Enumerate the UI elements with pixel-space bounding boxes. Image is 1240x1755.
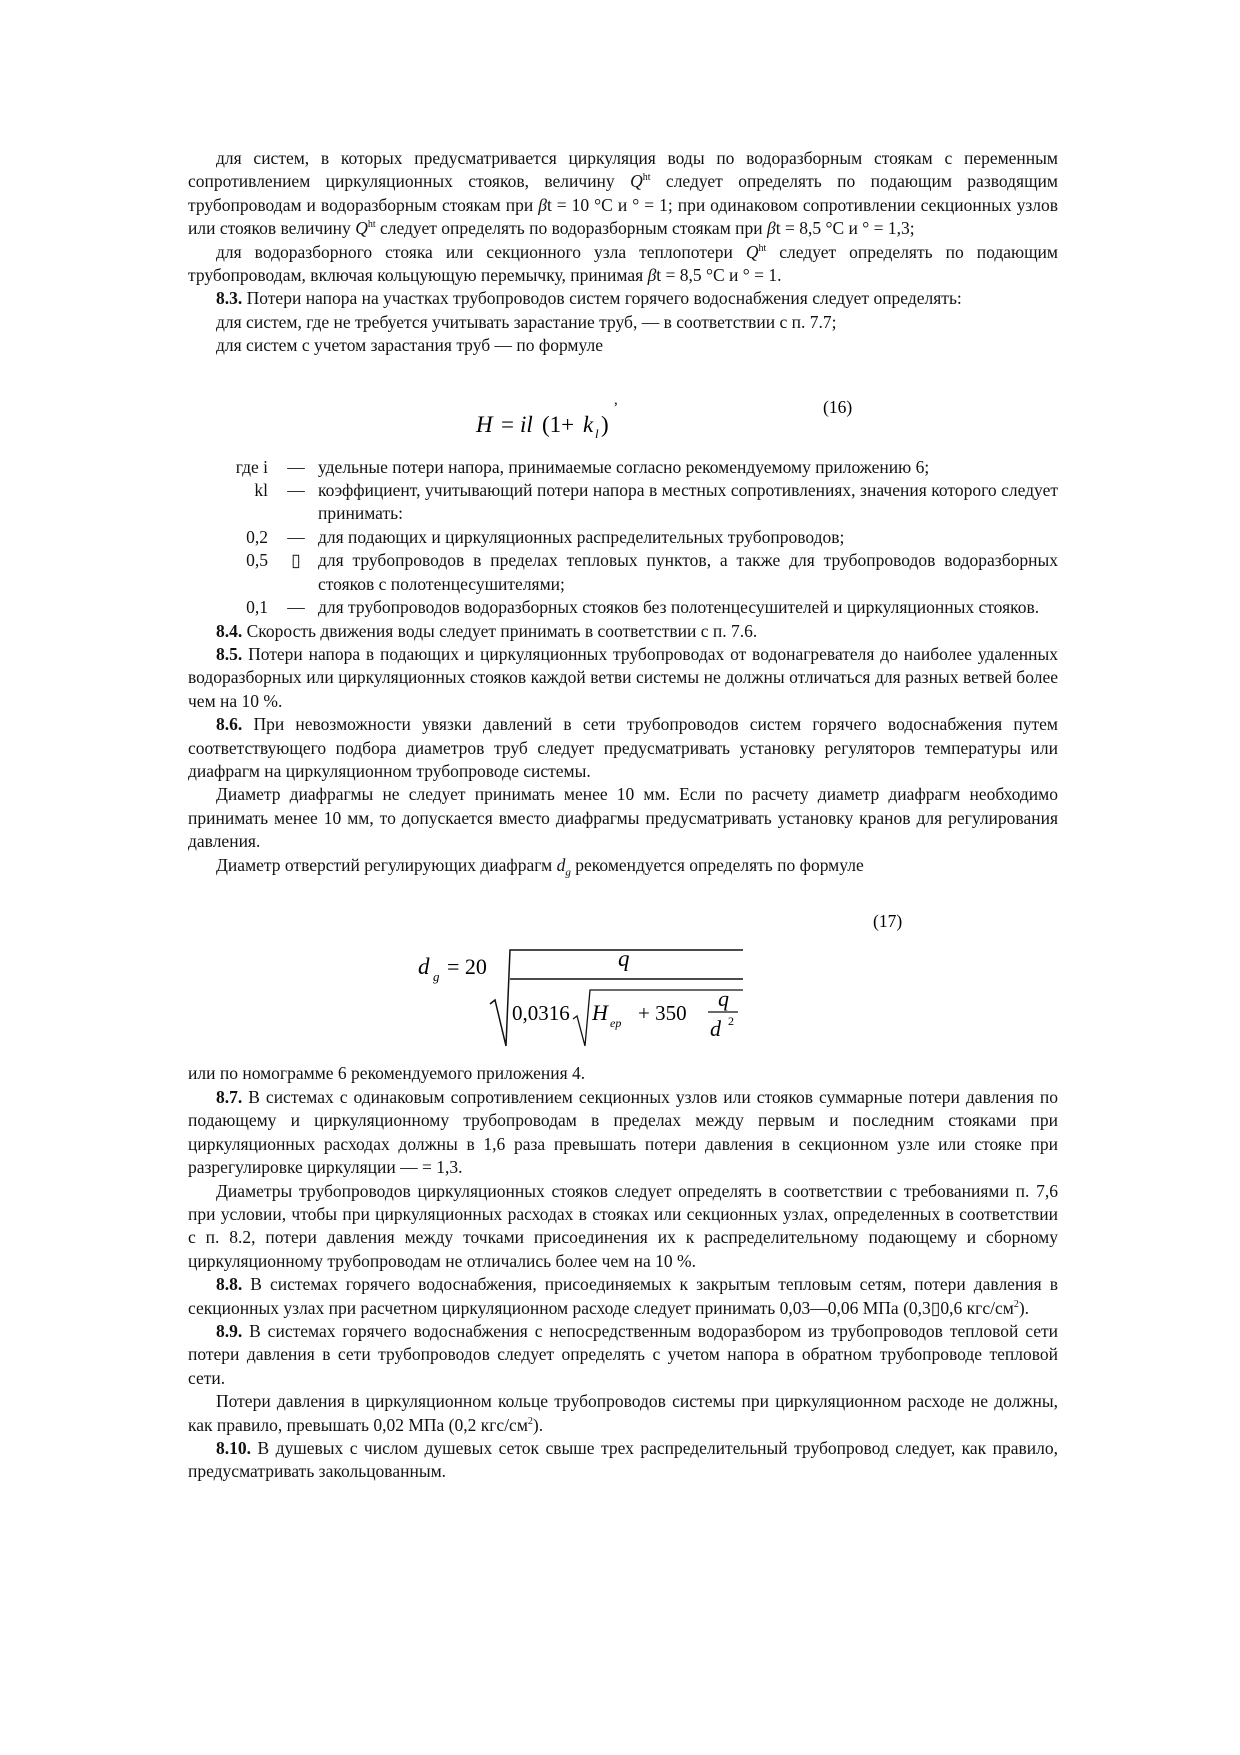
formula-17-d: d bbox=[418, 954, 430, 980]
section-8-9: 8.9. В системах горячего водоснабжения с непосредственным водоразбором из трубопроводов тепловой сети потери давления в сети трубопроводов следует определять с учетом напора в обратном трубопроводе тепловой сети. bbox=[188, 1320, 1058, 1388]
legend-row bbox=[188, 526, 1058, 549]
legend-dash: — bbox=[287, 597, 305, 618]
legend-row bbox=[188, 596, 1058, 619]
paragraph-circulation-variable: для систем, в которых предусматривается циркуляция воды по водоразборным стоякам с переменным сопротивлением циркуляционных стояков, величину $Q^{ht}$ следует определять по подающим разводящим трубопроводам и водоразборным стоякам при βt = 10 °C и ° = 1; при одинаковом сопротивлении секционных узлов или стояков величину $Q^{ht}$ следует определять по водоразборным стоякам при βt = 8,5 °C и ° = 1,3; bbox=[188, 148, 1059, 239]
paragraph-no-overgrowth: для систем, где не требуется учитывать зарастание труб, — в соответствии с п. 7.7; bbox=[216, 311, 837, 332]
formula-17-q-frac: q bbox=[718, 986, 729, 1012]
legend-dash: ▯ bbox=[291, 550, 301, 571]
legend-key: kl bbox=[254, 480, 268, 501]
formula-16-k: k bbox=[583, 411, 594, 437]
formula-16-number: (16) bbox=[823, 396, 853, 417]
formula-17-coef: 0,0316 bbox=[512, 1001, 570, 1026]
formula-17-eq20: = 20 bbox=[447, 954, 487, 980]
formula-17-dsub: g bbox=[433, 969, 440, 985]
formula-16-il: il bbox=[520, 411, 533, 437]
section-8-5: 8.5. Потери напора в подающих и циркуляционных трубопроводах от водонагревателя до наиболее удаленных водоразборных или циркуляционных стояков каждой ветви системы не должны отличаться для разных ветвей более чем на 10 %. bbox=[188, 643, 1058, 711]
legend-dash: — bbox=[287, 480, 305, 501]
section-8-4: 8.4. Скорость движения воды следует принимать в соответствии с п. 7.6. bbox=[216, 620, 758, 641]
legend-key: 0,5 bbox=[246, 550, 268, 571]
formula-17 bbox=[188, 884, 1058, 1062]
formula-16-legend bbox=[188, 456, 1058, 620]
paragraph-ring-loss: Потери давления в циркуляционном кольце трубопроводов системы при циркуляционном расходе не должны, как правило, превышать 0,02 МПа (0,2 кгс/$см^2$). bbox=[188, 1391, 1058, 1435]
paragraph-nomogram: или по номограмме 6 рекомендуемого приложения 4. bbox=[188, 1063, 586, 1084]
formula-16-svg bbox=[188, 358, 1058, 456]
section-8-10: 8.10. В душевых с числом душевых сеток свыше трех распределительный трубопровод следует, как правило, предусматривать закольцованным. bbox=[188, 1437, 1058, 1482]
formula-16-eq: = bbox=[501, 411, 514, 437]
legend-key: где i bbox=[235, 456, 268, 477]
formula-16-lhs: H bbox=[476, 411, 493, 437]
legend-row bbox=[188, 456, 1058, 479]
formula-17-plus350: + 350 bbox=[638, 1001, 687, 1026]
document-page bbox=[188, 147, 1058, 1484]
formula-16-comma: , bbox=[614, 391, 618, 408]
formula-17-pow: 2 bbox=[728, 1014, 734, 1029]
section-8-6: 8.6. При невозможности увязки давлений в сети трубопроводов систем горячего водоснабжения путем соответствующего подбора диаметров труб следует предусматривать установку регуляторов температуры или диафрагм на циркуляционном трубопроводе системы. bbox=[188, 714, 1058, 781]
formula-17-number: (17) bbox=[873, 911, 903, 932]
section-8-8: 8.8. В системах горячего водоснабжения, присоединяемых к закрытым тепловым сетям, потери давления в секционных узлах при расчетном циркуляционном расходе следует принимать 0,03—0,06 МПа (0,3▯0,6 кгс/$см^2$). bbox=[188, 1274, 1058, 1318]
paragraph-riser-diameters: Диаметры трубопроводов циркуляционных стояков следует определять в соответствии с требованиями п. 7,6 при условии, чтобы при циркуляционных расходах в стояках или секционных узлах, определенных в соответствии с п. 8.2, потери давления между точками присоединения их к распределительному подающему и сборному циркуляционному трубопроводам не отличались более чем на 10 %. bbox=[188, 1180, 1058, 1271]
legend-key: 0,2 bbox=[246, 526, 268, 547]
paragraph-with-overgrowth: для систем с учетом зарастания труб — по формуле bbox=[216, 335, 603, 356]
paragraph-riser-heat-loss: для водоразборного стояка или секционного узла теплопотери $Q^{ht}$ следует определять по подающим трубопроводам, включая кольцующую перемычку, принимая βt = 8,5 °C и ° = 1. bbox=[188, 241, 1058, 286]
section-8-3: 8.3. Потери напора на участках трубопроводов систем горячего водоснабжения следует определять: bbox=[216, 288, 962, 309]
legend-text: для трубопроводов в пределах тепловых пунктов, а также для трубопроводов водоразборных стояков с полотенцесушителями; bbox=[318, 550, 1058, 594]
formula-17-q-top: q bbox=[618, 946, 630, 972]
paragraph-diaphragm-min: Диаметр диафрагмы не следует принимать менее 10 мм. Если по расчету диаметр диафрагм необходимо принимать менее 10 мм, то допускается вместо диафрагмы предусматривать установку кранов для регулирования давления. bbox=[188, 784, 1058, 852]
legend-row bbox=[188, 549, 1058, 596]
formula-16-close: ) bbox=[601, 411, 609, 437]
legend-text: для подающих и циркуляционных распределительных трубопроводов; bbox=[318, 526, 845, 547]
legend-text: коэффициент, учитывающий потери напора в местных сопротивлениях, значения которого следует принимать: bbox=[318, 480, 1058, 524]
section-8-7: 8.7. В системах с одинаковым сопротивлением секционных узлов или стояков суммарные потери давления по подающему и циркуляционному трубопроводам в пределах между первым и последним стояками при циркуляционных расходах должны в 1,6 раза превышать потери давления в секционном узле или стояке при разрегулировке циркуляции — = 1,3. bbox=[188, 1086, 1058, 1178]
formula-16 bbox=[188, 358, 1058, 456]
formula-17-H: H bbox=[592, 1000, 608, 1026]
outer-sqrt-sign bbox=[490, 950, 743, 1046]
formula-16-ksub: l bbox=[595, 425, 599, 441]
legend-text: удельные потери напора, принимаемые согласно рекомендуемому приложению 6; bbox=[318, 456, 930, 477]
legend-key: 0,1 bbox=[246, 597, 268, 618]
formula-17-Hsub: ep bbox=[610, 1016, 622, 1031]
formula-17-svg bbox=[188, 884, 1058, 1062]
formula-17-d-frac: d bbox=[710, 1016, 721, 1042]
paragraph-diaphragm-formula-intro: Диаметр отверстий регулирующих диафрагм $d_g$ рекомендуется определять по формуле bbox=[216, 854, 864, 879]
legend-dash: — bbox=[287, 456, 305, 477]
legend-text: для трубопроводов водоразборных стояков без полотенцесушителей и циркуляционных стояков. bbox=[318, 597, 1040, 618]
formula-16-open: (1+ bbox=[542, 411, 575, 437]
legend-dash: — bbox=[287, 526, 305, 547]
legend-row bbox=[188, 479, 1058, 526]
